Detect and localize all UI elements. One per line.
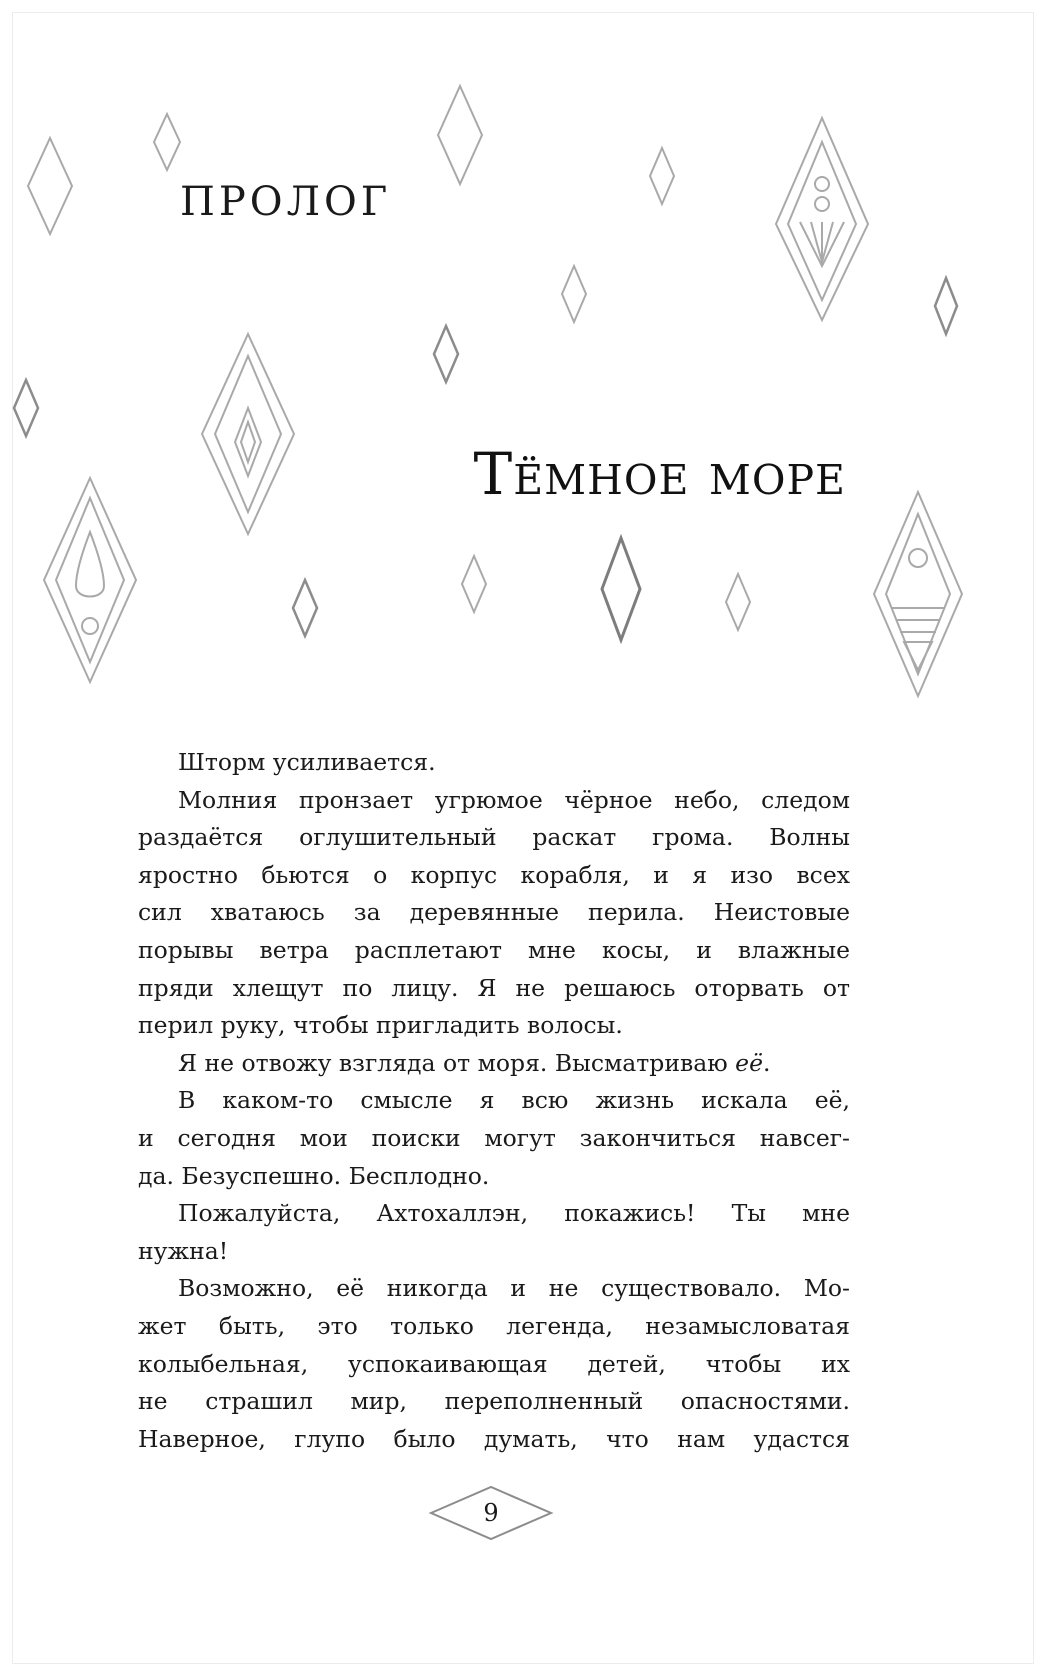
chapter-title: Тёмное море xyxy=(473,440,846,508)
text-line: Шторм усиливается. xyxy=(178,748,436,776)
text-line: жет быть, это только легенда, незамысловатая xyxy=(138,1311,850,1340)
text-line: раздаётся оглушительный раскат грома. Волны xyxy=(138,823,850,852)
text-line-segment: Я не отвожу взгляда от моря. Высматриваю xyxy=(178,1048,736,1077)
text-line: порывы ветра расплетают мне косы, и влажные xyxy=(138,935,850,964)
text-line: да. Безуспешно. Бесплодно. xyxy=(138,1161,490,1190)
text-line: Наверное, глупо было думать, что нам удастся xyxy=(138,1424,850,1453)
text-line-segment: . xyxy=(762,1048,771,1077)
text-line: яростно бьются о корпус корабля, и я изо всех xyxy=(138,860,850,889)
ornate-diamond-left-center xyxy=(202,334,294,534)
prologue-label: ПРОЛОГ xyxy=(180,179,392,225)
emphasized-word: её xyxy=(735,1048,763,1077)
diamond-ornament-12 xyxy=(293,580,317,636)
text-line: колыбельная, успокаивающая детей, чтобы их xyxy=(138,1349,850,1378)
diamond-ornament-2 xyxy=(154,114,180,170)
text-line: и сегодня мои поиски могут закончиться навсег- xyxy=(138,1123,850,1152)
diamond-ornament-3 xyxy=(438,86,482,184)
text-line: нужна! xyxy=(138,1236,229,1265)
text-line: пряди хлещут по лицу. Я не решаюсь оторвать от xyxy=(138,973,850,1002)
diamond-ornament-5 xyxy=(562,266,586,322)
text-line: Молния пронзает угрюмое чёрное небо, следом xyxy=(178,785,850,814)
diamond-ornament-9 xyxy=(462,556,486,612)
diamond-ornament-1 xyxy=(28,138,72,234)
page-number: 9 xyxy=(483,1499,499,1527)
ornate-diamond-left-drop xyxy=(44,478,136,682)
diamond-ornament-8 xyxy=(14,380,38,436)
ornate-diamond-top-right xyxy=(776,118,868,320)
diamond-ornament-4 xyxy=(650,148,674,204)
diamond-ornament-11 xyxy=(726,574,750,630)
diamond-ornament-7 xyxy=(434,326,458,382)
page-number-badge xyxy=(428,1484,554,1542)
text-line: не страшил мир, переполненный опасностями. xyxy=(138,1387,850,1416)
text-line: сил хватаюсь за деревянные перила. Неистовые xyxy=(138,898,850,927)
text-line xyxy=(138,1045,850,1083)
body-text xyxy=(138,744,850,1458)
diamond-ornament-6 xyxy=(935,278,957,334)
text-line: перил руку, чтобы пригладить волосы. xyxy=(138,1011,623,1040)
text-line: В каком-то смысле я всю жизнь искала её, xyxy=(178,1086,850,1115)
text-line: Пожалуйста, Ахтохаллэн, покажись! Ты мне xyxy=(178,1199,850,1228)
diamond-ornament-10 xyxy=(602,538,640,640)
ornate-diamond-right-lower xyxy=(874,492,962,696)
text-line: Возможно, её никогда и не существовало. Мо- xyxy=(178,1274,850,1303)
